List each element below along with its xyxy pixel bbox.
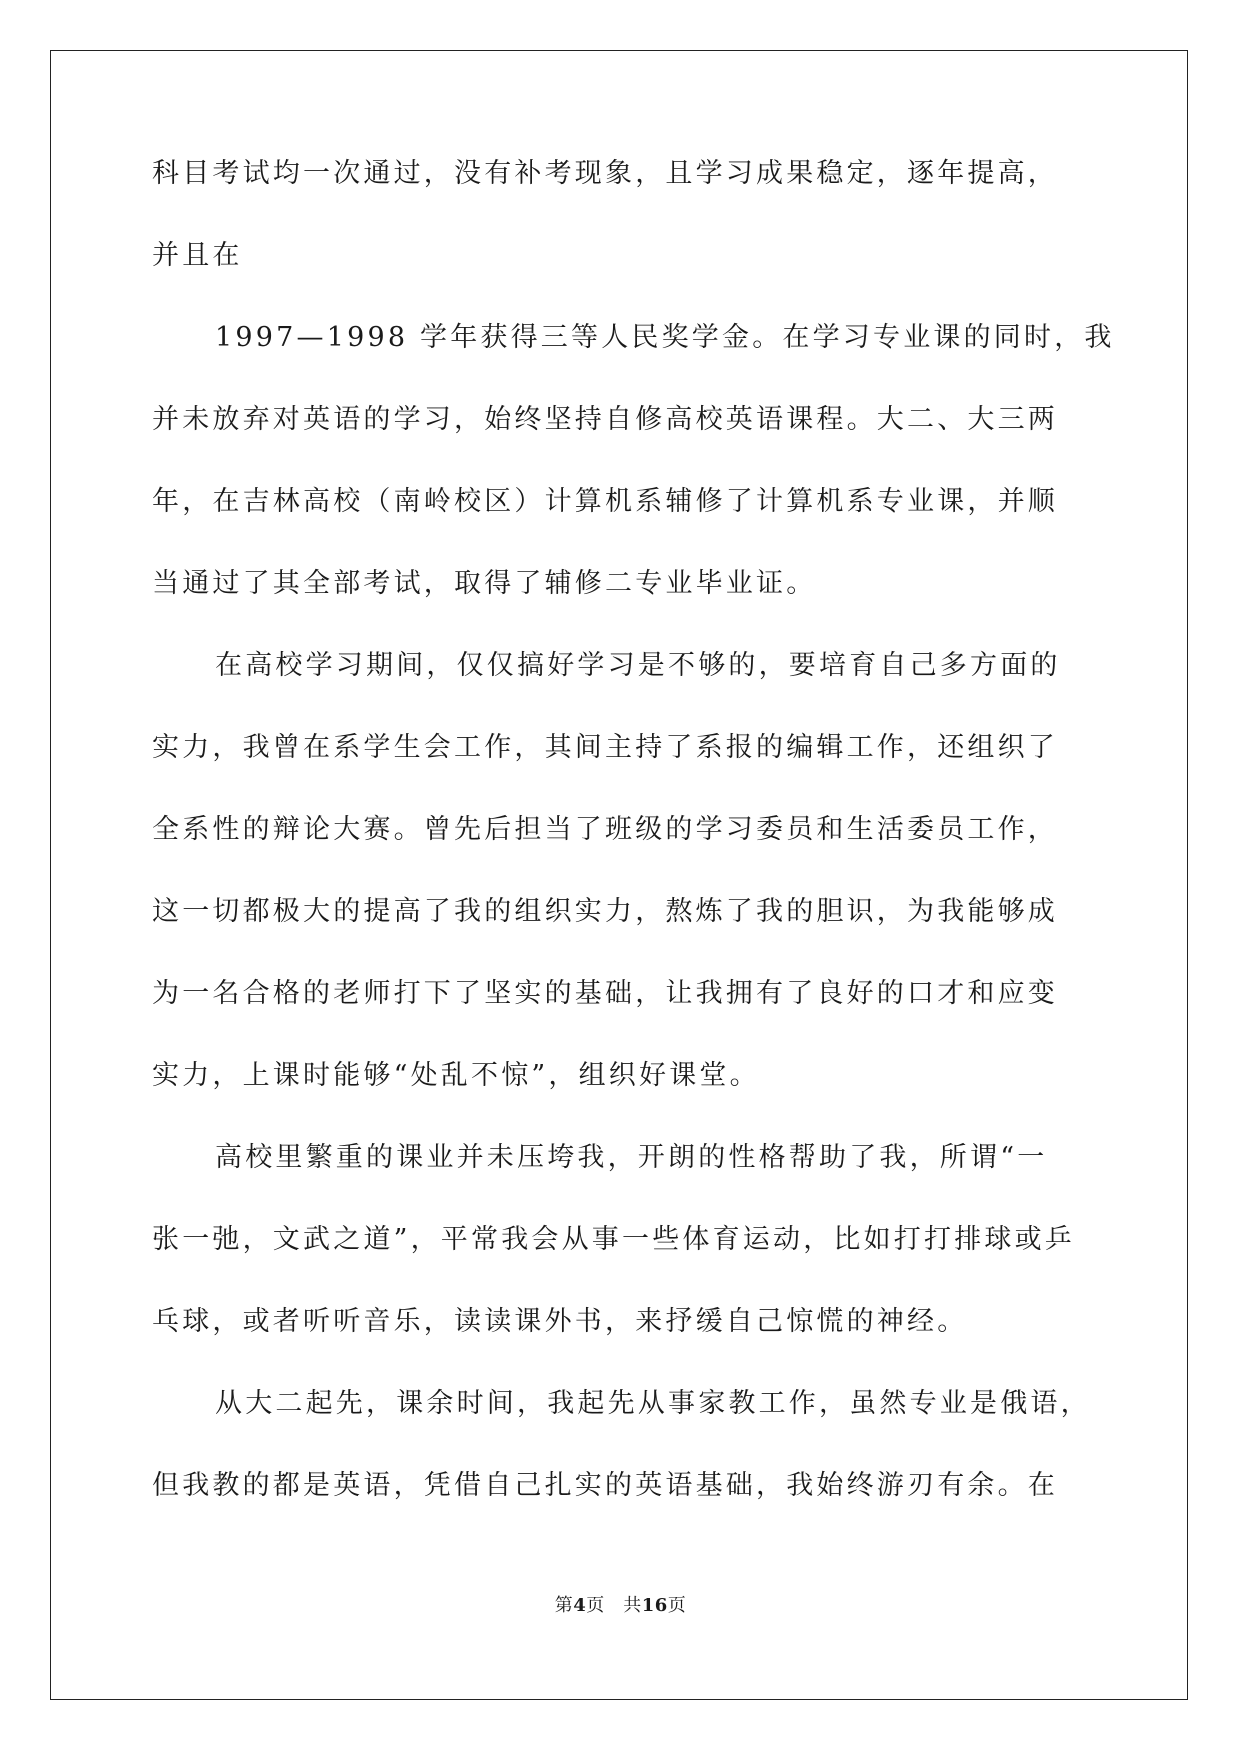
- text-line: 但我教的都是英语，凭借自己扎实的英语基础，我始终游刃有余。在: [152, 1470, 1058, 1501]
- text-line: 科目考试均一次通过，没有补考现象，且学习成果稳定，逐年提高，: [152, 158, 1058, 189]
- text-line: 在高校学习期间，仅仅搞好学习是不够的，要培育自己多方面的: [215, 650, 1061, 681]
- page-number-footer: [0, 1591, 1241, 1617]
- text-line: 当通过了其全部考试，取得了辅修二专业毕业证。: [152, 568, 817, 599]
- text-line: 全系性的辩论大赛。曾先后担当了班级的学习委员和生活委员工作，: [152, 814, 1058, 845]
- page-suffix: 页: [667, 1595, 687, 1616]
- document-body: [152, 147, 1115, 1541]
- text-line: 并且在: [152, 240, 243, 271]
- text-line: 张一弛，文武之道”，平常我会从事一些体育运动，比如打打排球或乒: [152, 1224, 1076, 1255]
- text-line: 这一切都极大的提高了我的组织实力，熬炼了我的胆识，为我能够成: [152, 896, 1058, 927]
- page-prefix: 第: [554, 1595, 574, 1616]
- text-line: 1997—1998 学年获得三等人民奖学金。在学习专业课的同时，我: [215, 322, 1115, 353]
- text-line: 为一名合格的老师打下了坚实的基础，让我拥有了良好的口才和应变: [152, 978, 1058, 1009]
- text-line: 实力，我曾在系学生会工作，其间主持了系报的编辑工作，还组织了: [152, 732, 1058, 763]
- total-page-number: 16: [641, 1595, 668, 1616]
- text-line: 乓球，或者听听音乐，读读课外书，来抒缓自己惊慌的神经。: [152, 1306, 968, 1337]
- text-line: 年，在吉林高校（南岭校区）计算机系辅修了计算机系专业课，并顺: [152, 486, 1058, 517]
- current-page-number: 4: [573, 1595, 587, 1616]
- text-line: 并未放弃对英语的学习，始终坚持自修高校英语课程。大二、大三两: [152, 404, 1058, 435]
- text-line: 实力，上课时能够“处乱不惊”，组织好课堂。: [152, 1060, 760, 1091]
- text-line: 高校里繁重的课业并未压垮我，开朗的性格帮助了我，所谓“一: [215, 1142, 1048, 1173]
- text-line: 从大二起先，课余时间，我起先从事家教工作，虽然专业是俄语，: [215, 1388, 1091, 1419]
- page-mid-text: 页 共: [586, 1595, 642, 1616]
